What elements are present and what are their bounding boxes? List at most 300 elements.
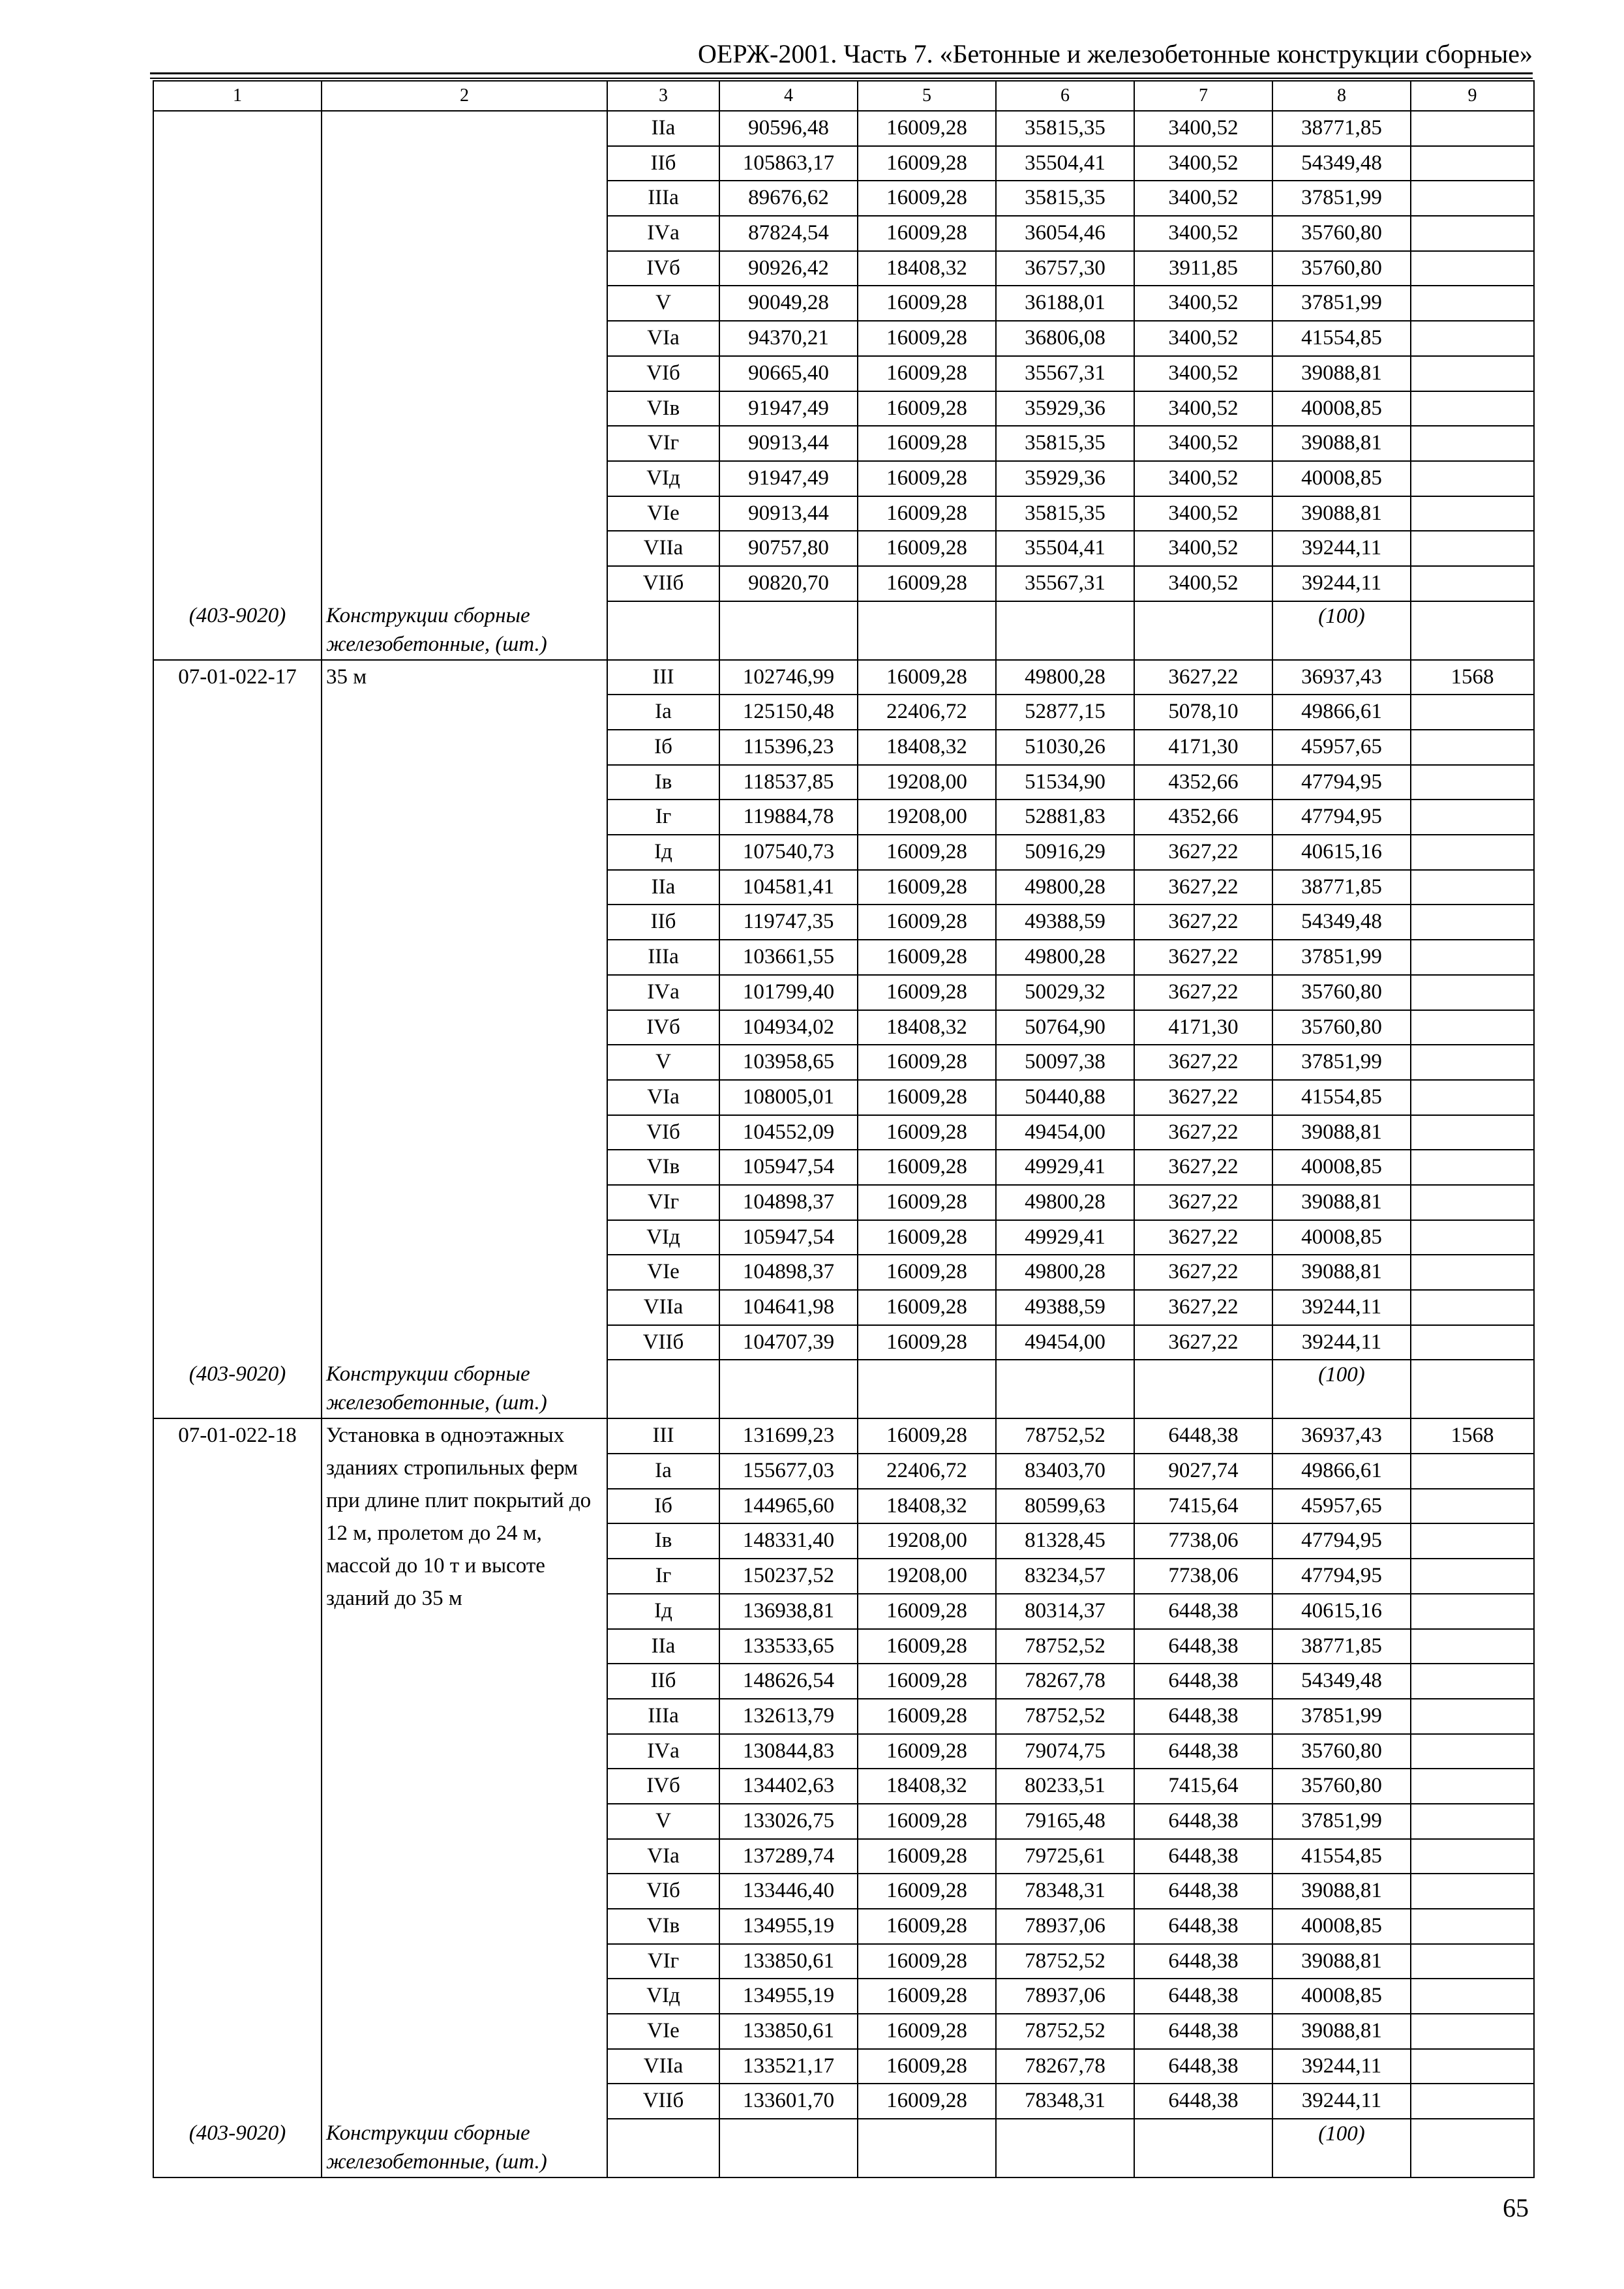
machines-cell: 52877,15	[996, 695, 1134, 730]
operator-wages-cell: 6448,38	[1134, 1734, 1272, 1769]
operator-wages-cell: 3627,22	[1134, 1325, 1272, 1360]
total-cost-cell: 119747,35	[719, 905, 858, 940]
materials-cell: 39244,11	[1272, 531, 1411, 566]
machines-cell: 81328,45	[996, 1523, 1134, 1559]
wages-cell: 19208,00	[858, 1559, 996, 1594]
total-cost-cell: 105947,54	[719, 1150, 858, 1185]
price-table	[153, 80, 1535, 2178]
materials-cell: 39088,81	[1272, 1185, 1411, 1220]
zone-cell: Iа	[607, 1454, 719, 1489]
table-row	[153, 660, 1534, 695]
total-cost-cell: 155677,03	[719, 1454, 858, 1489]
materials-cell: 41554,85	[1272, 1839, 1411, 1874]
column-header: 7	[1134, 81, 1272, 111]
wages-cell: 16009,28	[858, 181, 996, 216]
total-cost-cell: 132613,79	[719, 1699, 858, 1734]
operator-wages-cell: 6448,38	[1134, 1629, 1272, 1664]
operator-wages-cell: 6448,38	[1134, 1664, 1272, 1699]
zone-cell: VIб	[607, 1874, 719, 1909]
total-cost-cell: 90757,80	[719, 531, 858, 566]
zone-cell: Iд	[607, 1594, 719, 1629]
machines-cell: 35815,35	[996, 181, 1134, 216]
wages-cell: 16009,28	[858, 321, 996, 356]
wages-cell: 16009,28	[858, 2084, 996, 2119]
wages-cell: 16009,28	[858, 566, 996, 601]
zone-cell: IVб	[607, 1010, 719, 1045]
operator-wages-cell: 3400,52	[1134, 531, 1272, 566]
labor-cell	[1411, 531, 1534, 566]
labor-cell	[1411, 940, 1534, 975]
labor-cell	[1411, 216, 1534, 251]
labor-cell	[1411, 391, 1534, 426]
wages-cell: 16009,28	[858, 1045, 996, 1080]
operator-wages-cell: 3400,52	[1134, 356, 1272, 391]
wages-cell: 16009,28	[858, 1150, 996, 1185]
total-cost-cell: 133521,17	[719, 2049, 858, 2084]
wages-cell: 16009,28	[858, 1944, 996, 1979]
machines-cell: 78348,31	[996, 1874, 1134, 1909]
machines-cell: 78267,78	[996, 1664, 1134, 1699]
machines-cell: 78752,52	[996, 1418, 1134, 1454]
labor-cell	[1411, 1664, 1534, 1699]
wages-cell: 16009,28	[858, 1839, 996, 1874]
wages-cell: 16009,28	[858, 1255, 996, 1290]
machines-cell: 49929,41	[996, 1150, 1134, 1185]
operator-wages-cell: 6448,38	[1134, 1979, 1272, 2014]
materials-cell: 40615,16	[1272, 835, 1411, 870]
materials-cell: 39244,11	[1272, 2049, 1411, 2084]
resource-name-cell: Конструкции сборные железобетонные, (шт.)	[322, 2119, 607, 2177]
wages-cell: 16009,28	[858, 1979, 996, 2014]
empty-cell	[1134, 1360, 1272, 1418]
zone-cell: IIб	[607, 905, 719, 940]
total-cost-cell: 90596,48	[719, 111, 858, 146]
operator-wages-cell: 6448,38	[1134, 1909, 1272, 1944]
labor-cell	[1411, 1629, 1534, 1664]
zone-cell: VIIа	[607, 1290, 719, 1325]
total-cost-cell: 104707,39	[719, 1325, 858, 1360]
total-cost-cell: 101799,40	[719, 975, 858, 1010]
machines-cell: 78348,31	[996, 2084, 1134, 2119]
machines-cell: 83234,57	[996, 1559, 1134, 1594]
operator-wages-cell: 4352,66	[1134, 765, 1272, 800]
wages-cell: 16009,28	[858, 1734, 996, 1769]
zone-cell: VIг	[607, 426, 719, 461]
total-cost-cell: 108005,01	[719, 1080, 858, 1115]
materials-cell: 36937,43	[1272, 660, 1411, 695]
labor-cell	[1411, 1909, 1534, 1944]
labor-cell	[1411, 1115, 1534, 1150]
wages-cell: 16009,28	[858, 111, 996, 146]
machines-cell: 50097,38	[996, 1045, 1134, 1080]
total-cost-cell: 118537,85	[719, 765, 858, 800]
operator-wages-cell: 3627,22	[1134, 1290, 1272, 1325]
machines-cell: 51534,90	[996, 765, 1134, 800]
machines-cell: 83403,70	[996, 1454, 1134, 1489]
zone-cell: Iб	[607, 1489, 719, 1524]
total-cost-cell: 91947,49	[719, 461, 858, 496]
materials-cell: 40008,85	[1272, 1220, 1411, 1255]
zone-cell: IVб	[607, 1769, 719, 1804]
operator-wages-cell: 3400,52	[1134, 496, 1272, 531]
materials-cell: 37851,99	[1272, 286, 1411, 321]
wages-cell: 16009,28	[858, 835, 996, 870]
machines-cell: 35815,35	[996, 426, 1134, 461]
operator-wages-cell: 6448,38	[1134, 1804, 1272, 1839]
machines-cell: 49800,28	[996, 940, 1134, 975]
empty-cell	[858, 2119, 996, 2177]
operator-wages-cell: 3627,22	[1134, 975, 1272, 1010]
labor-cell	[1411, 1699, 1534, 1734]
materials-cell: 38771,85	[1272, 870, 1411, 905]
wages-cell: 16009,28	[858, 496, 996, 531]
machines-cell: 35815,35	[996, 496, 1134, 531]
total-cost-cell: 102746,99	[719, 660, 858, 695]
wages-cell: 16009,28	[858, 2014, 996, 2049]
resource-quantity-cell: (100)	[1272, 2119, 1411, 2177]
labor-cell	[1411, 1979, 1534, 2014]
zone-cell: VIе	[607, 496, 719, 531]
zone-cell: VIIб	[607, 1325, 719, 1360]
materials-cell: 39088,81	[1272, 496, 1411, 531]
machines-cell: 78267,78	[996, 2049, 1134, 2084]
operator-wages-cell: 3400,52	[1134, 321, 1272, 356]
wages-cell: 16009,28	[858, 356, 996, 391]
materials-cell: 39088,81	[1272, 1944, 1411, 1979]
labor-cell	[1411, 1454, 1534, 1489]
total-cost-cell: 90913,44	[719, 426, 858, 461]
column-header: 6	[996, 81, 1134, 111]
materials-cell: 37851,99	[1272, 181, 1411, 216]
machines-cell: 80314,37	[996, 1594, 1134, 1629]
zone-cell: Iа	[607, 695, 719, 730]
operator-wages-cell: 3400,52	[1134, 426, 1272, 461]
machines-cell: 35567,31	[996, 566, 1134, 601]
empty-cell	[719, 2119, 858, 2177]
labor-cell	[1411, 765, 1534, 800]
work-description-cell	[322, 111, 607, 601]
operator-wages-cell: 3400,52	[1134, 216, 1272, 251]
operator-wages-cell: 6448,38	[1134, 1839, 1272, 1874]
work-description-cell: 35 м	[322, 660, 607, 1360]
wages-cell: 16009,28	[858, 286, 996, 321]
wages-cell: 16009,28	[858, 146, 996, 181]
materials-cell: 35760,80	[1272, 1010, 1411, 1045]
labor-cell	[1411, 461, 1534, 496]
operator-wages-cell: 3627,22	[1134, 1080, 1272, 1115]
machines-cell: 36054,46	[996, 216, 1134, 251]
machines-cell: 49388,59	[996, 1290, 1134, 1325]
materials-cell: 45957,65	[1272, 730, 1411, 765]
wages-cell: 16009,28	[858, 461, 996, 496]
resource-row	[153, 2119, 1534, 2177]
total-cost-cell: 90913,44	[719, 496, 858, 531]
materials-cell: 47794,95	[1272, 800, 1411, 835]
materials-cell: 38771,85	[1272, 111, 1411, 146]
table-row	[153, 111, 1534, 146]
wages-cell: 16009,28	[858, 1909, 996, 1944]
wages-cell: 16009,28	[858, 1418, 996, 1454]
labor-cell	[1411, 905, 1534, 940]
labor-cell	[1411, 251, 1534, 286]
total-cost-cell: 104934,02	[719, 1010, 858, 1045]
materials-cell: 39244,11	[1272, 1290, 1411, 1325]
operator-wages-cell: 3400,52	[1134, 566, 1272, 601]
zone-cell: VIд	[607, 461, 719, 496]
labor-cell	[1411, 1839, 1534, 1874]
empty-cell	[719, 601, 858, 660]
zone-cell: V	[607, 1804, 719, 1839]
operator-wages-cell: 3627,22	[1134, 1115, 1272, 1150]
total-cost-cell: 105947,54	[719, 1220, 858, 1255]
machines-cell: 49454,00	[996, 1115, 1134, 1150]
operator-wages-cell: 3627,22	[1134, 1045, 1272, 1080]
resource-code-cell: (403-9020)	[153, 1360, 322, 1418]
labor-cell	[1411, 1325, 1534, 1360]
machines-cell: 79074,75	[996, 1734, 1134, 1769]
wages-cell: 16009,28	[858, 1325, 996, 1360]
total-cost-cell: 104581,41	[719, 870, 858, 905]
total-cost-cell: 134955,19	[719, 1909, 858, 1944]
total-cost-cell: 103661,55	[719, 940, 858, 975]
operator-wages-cell: 6448,38	[1134, 1874, 1272, 1909]
operator-wages-cell: 3627,22	[1134, 835, 1272, 870]
total-cost-cell: 133850,61	[719, 1944, 858, 1979]
operator-wages-cell: 3627,22	[1134, 1255, 1272, 1290]
total-cost-cell: 90820,70	[719, 566, 858, 601]
zone-cell: VIIа	[607, 2049, 719, 2084]
materials-cell: 47794,95	[1272, 1523, 1411, 1559]
empty-cell	[1411, 1360, 1534, 1418]
wages-cell: 18408,32	[858, 1769, 996, 1804]
wages-cell: 16009,28	[858, 1664, 996, 1699]
total-cost-cell: 104898,37	[719, 1185, 858, 1220]
operator-wages-cell: 3911,85	[1134, 251, 1272, 286]
machines-cell: 49454,00	[996, 1325, 1134, 1360]
labor-cell	[1411, 1489, 1534, 1524]
zone-cell: VIа	[607, 321, 719, 356]
machines-cell: 35567,31	[996, 356, 1134, 391]
machines-cell: 36188,01	[996, 286, 1134, 321]
column-header: 9	[1411, 81, 1534, 111]
total-cost-cell: 133446,40	[719, 1874, 858, 1909]
materials-cell: 39088,81	[1272, 1255, 1411, 1290]
total-cost-cell: 90665,40	[719, 356, 858, 391]
machines-cell: 35504,41	[996, 146, 1134, 181]
rate-code-cell: 07-01-022-18	[153, 1418, 322, 2119]
materials-cell: 40008,85	[1272, 1150, 1411, 1185]
machines-cell: 50764,90	[996, 1010, 1134, 1045]
wages-cell: 22406,72	[858, 695, 996, 730]
labor-cell	[1411, 1944, 1534, 1979]
materials-cell: 35760,80	[1272, 1769, 1411, 1804]
machines-cell: 35504,41	[996, 531, 1134, 566]
machines-cell: 52881,83	[996, 800, 1134, 835]
wages-cell: 16009,28	[858, 660, 996, 695]
zone-cell: Iв	[607, 765, 719, 800]
labor-cell	[1411, 496, 1534, 531]
empty-cell	[996, 601, 1134, 660]
wages-cell: 16009,28	[858, 216, 996, 251]
materials-cell: 49866,61	[1272, 1454, 1411, 1489]
operator-wages-cell: 4352,66	[1134, 800, 1272, 835]
zone-cell: VIг	[607, 1185, 719, 1220]
materials-cell: 40615,16	[1272, 1594, 1411, 1629]
materials-cell: 40008,85	[1272, 461, 1411, 496]
zone-cell: VIг	[607, 1944, 719, 1979]
machines-cell: 78937,06	[996, 1909, 1134, 1944]
materials-cell: 37851,99	[1272, 1699, 1411, 1734]
machines-cell: 78937,06	[996, 1979, 1134, 2014]
labor-cell	[1411, 1523, 1534, 1559]
wages-cell: 16009,28	[858, 391, 996, 426]
materials-cell: 36937,43	[1272, 1418, 1411, 1454]
zone-cell: IIIа	[607, 1699, 719, 1734]
labor-cell	[1411, 1045, 1534, 1080]
total-cost-cell: 133850,61	[719, 2014, 858, 2049]
total-cost-cell: 104552,09	[719, 1115, 858, 1150]
total-cost-cell: 90926,42	[719, 251, 858, 286]
zone-cell: IIа	[607, 1629, 719, 1664]
labor-cell	[1411, 426, 1534, 461]
zone-cell: VIв	[607, 1909, 719, 1944]
machines-cell: 36757,30	[996, 251, 1134, 286]
machines-cell: 36806,08	[996, 321, 1134, 356]
labor-cell	[1411, 111, 1534, 146]
operator-wages-cell: 3400,52	[1134, 461, 1272, 496]
total-cost-cell: 89676,62	[719, 181, 858, 216]
resource-name-cell: Конструкции сборные железобетонные, (шт.)	[322, 601, 607, 660]
materials-cell: 37851,99	[1272, 1045, 1411, 1080]
operator-wages-cell: 9027,74	[1134, 1454, 1272, 1489]
labor-cell	[1411, 800, 1534, 835]
materials-cell: 39244,11	[1272, 566, 1411, 601]
column-number-row	[153, 81, 1534, 111]
operator-wages-cell: 6448,38	[1134, 1944, 1272, 1979]
zone-cell: VIа	[607, 1839, 719, 1874]
zone-cell: VIа	[607, 1080, 719, 1115]
wages-cell: 16009,28	[858, 940, 996, 975]
resource-quantity-cell: (100)	[1272, 1360, 1411, 1418]
labor-cell	[1411, 2049, 1534, 2084]
empty-cell	[607, 1360, 719, 1418]
machines-cell: 80233,51	[996, 1769, 1134, 1804]
operator-wages-cell: 4171,30	[1134, 1010, 1272, 1045]
wages-cell: 16009,28	[858, 531, 996, 566]
total-cost-cell: 134402,63	[719, 1769, 858, 1804]
machines-cell: 78752,52	[996, 1944, 1134, 1979]
zone-cell: V	[607, 1045, 719, 1080]
labor-cell	[1411, 1734, 1534, 1769]
wages-cell: 16009,28	[858, 1115, 996, 1150]
total-cost-cell: 119884,78	[719, 800, 858, 835]
wages-cell: 16009,28	[858, 1080, 996, 1115]
empty-cell	[996, 2119, 1134, 2177]
column-header: 2	[322, 81, 607, 111]
zone-cell: IIа	[607, 870, 719, 905]
resource-row	[153, 601, 1534, 660]
total-cost-cell: 148626,54	[719, 1664, 858, 1699]
machines-cell: 50029,32	[996, 975, 1134, 1010]
labor-cell	[1411, 146, 1534, 181]
operator-wages-cell: 6448,38	[1134, 1594, 1272, 1629]
labor-cell	[1411, 321, 1534, 356]
operator-wages-cell: 3627,22	[1134, 905, 1272, 940]
machines-cell: 79165,48	[996, 1804, 1134, 1839]
zone-cell: IIб	[607, 1664, 719, 1699]
materials-cell: 47794,95	[1272, 1559, 1411, 1594]
materials-cell: 38771,85	[1272, 1629, 1411, 1664]
wages-cell: 19208,00	[858, 765, 996, 800]
zone-cell: VIб	[607, 356, 719, 391]
empty-cell	[996, 1360, 1134, 1418]
empty-cell	[719, 1360, 858, 1418]
column-header: 8	[1272, 81, 1411, 111]
wages-cell: 16009,28	[858, 1185, 996, 1220]
labor-cell	[1411, 1185, 1534, 1220]
machines-cell: 49388,59	[996, 905, 1134, 940]
page-header	[150, 38, 1533, 74]
wages-cell: 16009,28	[858, 1290, 996, 1325]
materials-cell: 39244,11	[1272, 2084, 1411, 2119]
operator-wages-cell: 6448,38	[1134, 2014, 1272, 2049]
wages-cell: 16009,28	[858, 1629, 996, 1664]
materials-cell: 35760,80	[1272, 251, 1411, 286]
operator-wages-cell: 3400,52	[1134, 286, 1272, 321]
zone-cell: VIе	[607, 2014, 719, 2049]
materials-cell: 39088,81	[1272, 426, 1411, 461]
labor-cell	[1411, 1769, 1534, 1804]
zone-cell: VIIб	[607, 2084, 719, 2119]
machines-cell: 78752,52	[996, 1629, 1134, 1664]
machines-cell: 49800,28	[996, 660, 1134, 695]
wages-cell: 16009,28	[858, 905, 996, 940]
empty-cell	[607, 601, 719, 660]
total-cost-cell: 90049,28	[719, 286, 858, 321]
machines-cell: 50440,88	[996, 1080, 1134, 1115]
operator-wages-cell: 3627,22	[1134, 1220, 1272, 1255]
resource-code-cell: (403-9020)	[153, 2119, 322, 2177]
machines-cell: 50916,29	[996, 835, 1134, 870]
labor-cell	[1411, 356, 1534, 391]
total-cost-cell: 133601,70	[719, 2084, 858, 2119]
machines-cell: 51030,26	[996, 730, 1134, 765]
column-header: 5	[858, 81, 996, 111]
zone-cell: IVа	[607, 216, 719, 251]
empty-cell	[858, 601, 996, 660]
materials-cell: 41554,85	[1272, 321, 1411, 356]
resource-name-cell: Конструкции сборные железобетонные, (шт.)	[322, 1360, 607, 1418]
total-cost-cell: 115396,23	[719, 730, 858, 765]
zone-cell: Iг	[607, 800, 719, 835]
rate-code-cell: 07-01-022-17	[153, 660, 322, 1360]
machines-cell: 78752,52	[996, 1699, 1134, 1734]
header-rule	[150, 72, 1533, 74]
total-cost-cell: 87824,54	[719, 216, 858, 251]
operator-wages-cell: 3627,22	[1134, 870, 1272, 905]
wages-cell: 16009,28	[858, 1594, 996, 1629]
labor-cell	[1411, 566, 1534, 601]
total-cost-cell: 94370,21	[719, 321, 858, 356]
operator-wages-cell: 7738,06	[1134, 1523, 1272, 1559]
total-cost-cell: 105863,17	[719, 146, 858, 181]
labor-cell: 1568	[1411, 660, 1534, 695]
labor-cell	[1411, 1220, 1534, 1255]
zone-cell: IIIа	[607, 940, 719, 975]
operator-wages-cell: 6448,38	[1134, 2084, 1272, 2119]
wages-cell: 19208,00	[858, 800, 996, 835]
total-cost-cell: 133533,65	[719, 1629, 858, 1664]
